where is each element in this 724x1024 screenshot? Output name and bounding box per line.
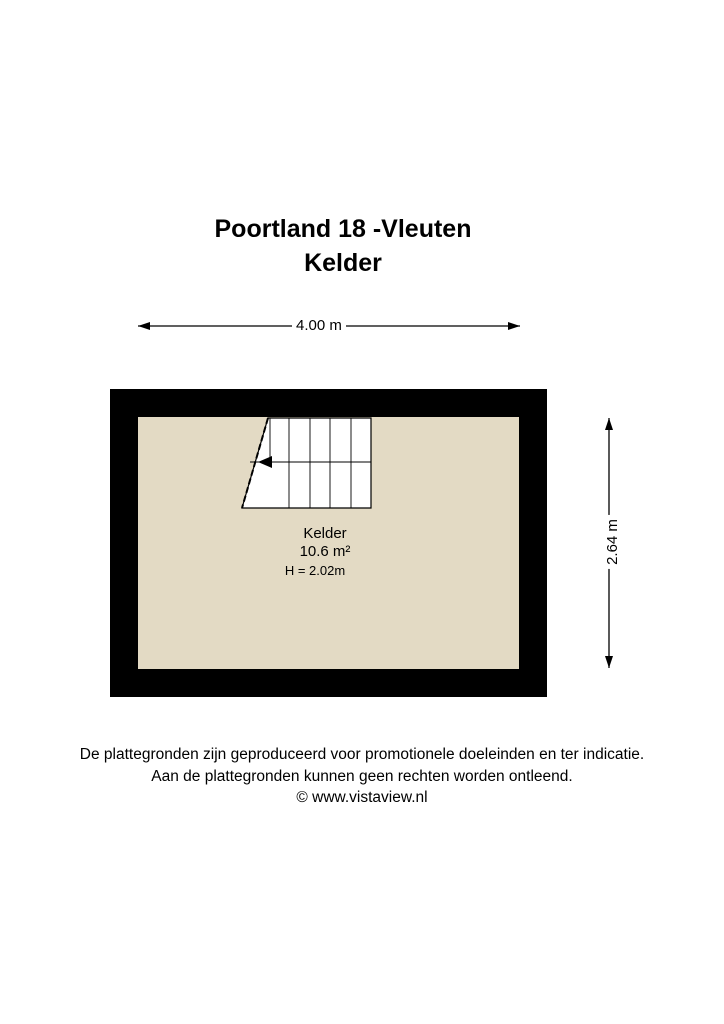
floor-name: Kelder <box>304 249 382 277</box>
disclaimer-line-1: De plattegronden zijn geproduceerd voor promotionele doeleinden en ter indicatie. <box>79 746 645 763</box>
height-dimension-label: 2.64 m <box>604 515 622 569</box>
plan-title: Poortland 18 -Vleuten <box>214 215 472 243</box>
copyright-line: © www.vistaview.nl <box>296 789 428 806</box>
room-name: Kelder <box>303 525 347 542</box>
room-area: 10.6 m² <box>299 543 351 560</box>
disclaimer-line-2: Aan de plattegronden kunnen geen rechten worden ontleend. <box>151 768 573 785</box>
room-ceiling-height: H = 2.02m <box>284 563 346 578</box>
width-dimension-label: 4.00 m <box>292 317 346 335</box>
